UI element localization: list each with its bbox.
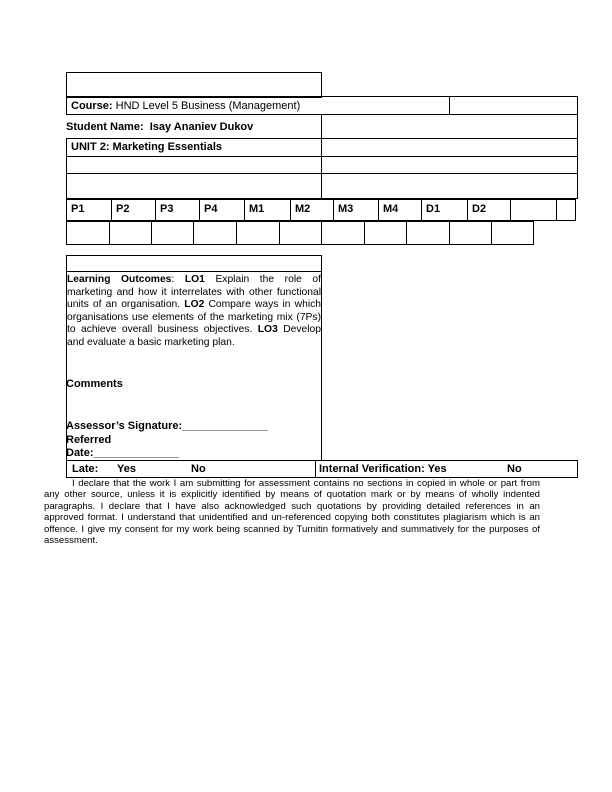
blank-row-2-left <box>66 173 322 199</box>
verification-label: Internal Verification: Yes <box>319 463 447 475</box>
grade-header-p3: P3 <box>155 199 199 221</box>
grade-cell[interactable] <box>279 221 321 245</box>
grade-header-d2: D2 <box>467 199 510 221</box>
grade-header-m1: M1 <box>244 199 290 221</box>
grade-cell[interactable] <box>193 221 236 245</box>
grade-cell[interactable] <box>364 221 406 245</box>
blank-row-2-right <box>321 173 578 199</box>
lo1-code: LO1 <box>184 274 205 285</box>
late-label: Late: <box>72 463 99 475</box>
lo3-text: Develop and evaluate a basic marketing plan. <box>67 324 321 348</box>
grade-header-p1: P1 <box>66 199 111 221</box>
grade-header-extra-2 <box>556 199 576 221</box>
date-field: Date:______________ <box>66 447 180 459</box>
grade-header-extra-1 <box>510 199 556 221</box>
grade-cell[interactable] <box>109 221 151 245</box>
verification-no: No <box>507 463 522 475</box>
course-divider <box>449 96 450 115</box>
grade-header-d1: D1 <box>421 199 467 221</box>
unit-title: UNIT 2: Marketing Essentials <box>71 141 222 153</box>
header-empty-box <box>66 72 322 98</box>
grade-header-m2: M2 <box>290 199 333 221</box>
blank-row-1 <box>66 156 578 174</box>
course-label: Course: <box>71 100 113 112</box>
lo2-code: LO2 <box>184 299 205 311</box>
grade-header-m4: M4 <box>378 199 421 221</box>
unit-divider <box>321 138 322 157</box>
grade-header-row <box>66 199 576 221</box>
grade-cell[interactable] <box>449 221 491 245</box>
blank-row-1-divider <box>321 156 322 174</box>
student-right-box <box>321 114 578 139</box>
declaration-text: I declare that the work I am submitting for assessment contains no sections in copied in whole or part from any other source, unless it is explicitly identified by means of quotation mark or by means of wholly indented paragraphs. I declare that I have also acknowledged such quotations by providing detailed references in an approved format. I understand that unidentified and un-referenced copying both constitutes plagiarism which is an offence. I give my consent for my work being scanned by Turnitin formatively and summatively for the purposes of assessment. <box>44 478 540 547</box>
lo-sep: : <box>171 274 185 285</box>
comments-label: Comments <box>66 378 123 390</box>
late-yes: Yes <box>117 463 136 475</box>
grade-cell[interactable] <box>151 221 193 245</box>
student-value: Isay Ananiev Dukov <box>149 121 254 133</box>
student-field <box>66 121 253 134</box>
grade-cell[interactable] <box>491 221 534 245</box>
late-no: No <box>191 463 206 475</box>
learning-outcomes <box>67 274 321 350</box>
course-field <box>71 100 300 113</box>
student-label: Student Name: <box>66 121 144 133</box>
referred-label: Referred <box>66 434 112 446</box>
lo3-code: LO3 <box>257 324 278 336</box>
grade-cell[interactable] <box>406 221 449 245</box>
grade-header-m3: M3 <box>333 199 378 221</box>
lo-heading: Learning Outcomes <box>67 274 172 285</box>
course-value: HND Level 5 Business (Management) <box>115 100 301 112</box>
grade-cell[interactable] <box>321 221 364 245</box>
assessor-signature: Assessor’s Signature:______________ <box>66 420 268 432</box>
lo2-text: Compare ways in which organisations use elements of the marketing mix (7Ps) to achieve overall business objectives. <box>67 299 321 336</box>
grade-header-p4: P4 <box>199 199 244 221</box>
grade-cell[interactable] <box>66 221 109 245</box>
grade-header-p2: P2 <box>111 199 155 221</box>
lo-spacer-box <box>66 255 322 272</box>
grade-value-row <box>66 221 534 245</box>
lo1-text: Explain the role of marketing and how it interrelates with other functional units of an organisation. <box>67 274 321 311</box>
grade-cell[interactable] <box>236 221 279 245</box>
